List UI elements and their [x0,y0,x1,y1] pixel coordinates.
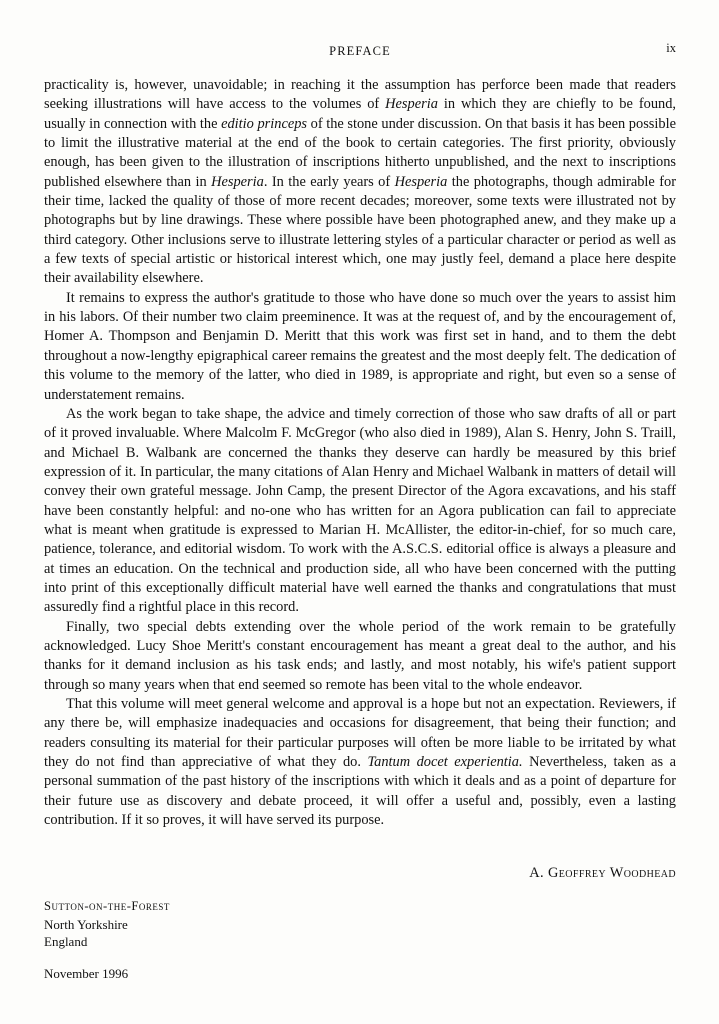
paragraph-2: It remains to express the author's gratitude to those who have done so much over the years to assist him in his labors. Of their number two claim preeminence. It was at the request of, and by the encouragement of, Homer A. Thompson and Benjamin D. Meritt that this work was first set in hand, and to them the debt throughout a now-lengthy epigraphical career remains the greatest and the most deeply felt. The dedication of this volume to the memory of the latter, who died in 1989, is appropriate and right, but even so a sense of understatement remains. [44,289,676,403]
colophon-country: England [44,934,88,949]
running-head: PREFACE [329,44,391,58]
author-signature: A. Geoffrey Woodhead [529,865,676,881]
colophon-place: Sutton-on-the-Forest [44,899,170,913]
colophon [44,898,424,982]
paragraph-5: That this volume will meet general welcome and approval is a hope but not an expectation. Reviewers, if any there be, will emphasize inadequacies and occasions for disagreement, that being their function; and readers consulting its material for their particular purposes will often be more liable to be irritated by what they do not find than appreciative of what they do. Tantum docet experientia. Nevertheless, taken as a personal summation of the past history of the inscriptions with which it deals and as a point of departure for their future use as discovery and debate proceed, it will offer a useful and, possibly, even a lasting contribution. If it so proves, it will have served its purpose. [44,696,676,829]
page-number: ix [666,41,676,55]
body-text [44,76,676,830]
colophon-date: November 1996 [44,965,129,981]
paragraph-3: As the work began to take shape, the advice and timely correction of those who saw drafts of all or part of it proved invaluable. Where Malcolm F. McGregor (who also died in 1989), Alan S. Henry, John S. Traill, and Michael B. Walbank are concerned the thanks they deserve can hardly be measured by this brief expression of it. In particular, the many citations of Alan Henry and Michael Walbank in matters of detail will convey their own grateful message. John Camp, the present Director of the Agora excavations, and his staff have been constantly helpful: and no-one who has written for an Agora publication can fail to appreciate what is meant when gratitude is expressed to Marian H. McAllister, the editor-in-chief, for so much care, patience, tolerance, and editorial wisdom. To work with the A.S.C.S. editorial office is always a pleasure and at times an education. On the technical and production side, all who have been concerned with the putting into print of this exceptionally difficult material have well earned the thanks and congratulations that must assuredly find a rightful place in this record. [44,405,676,616]
paragraph-4: Finally, two special debts extending over the whole period of the work remain to be gratefully acknowledged. Lucy Shoe Meritt's constant encouragement has meant a great deal to the author, and his thanks for it demand inclusion as his task ends; and lastly, and most notably, his wife's patient support through so many years when that end seemed so remote has been vital to the whole endeavor. [44,618,676,693]
page-header [44,41,676,64]
colophon-county: North Yorkshire [44,916,128,932]
paragraph-1: practicality is, however, unavoidable; in reaching it the assumption has perforce been made that readers seeking illustrations will have access to the volumes of Hesperia in which they are chiefly to be found, usually in connection with the editio princeps of the stone under discussion. On that basis it has been possible to limit the illustrative material at the end of the book to certain categories. The first priority, obviously enough, has been given to the illustration of inscriptions hitherto unpublished, and the next to inscriptions published elsewhere than in Hesperia. In the early years of Hesperia the photographs, though admirable for their time, lacked the quality of those of more recent decades; moreover, some texts were illustrated not by photographs but by line drawings. These where possible have been photographed anew, and they make up a third category. Other inclusions serve to illustrate lettering styles of a particular character or period as well as a few texts of special artistic or historical interest which, one may justly feel, demand a place here despite their availability elsewhere. [44,77,676,287]
